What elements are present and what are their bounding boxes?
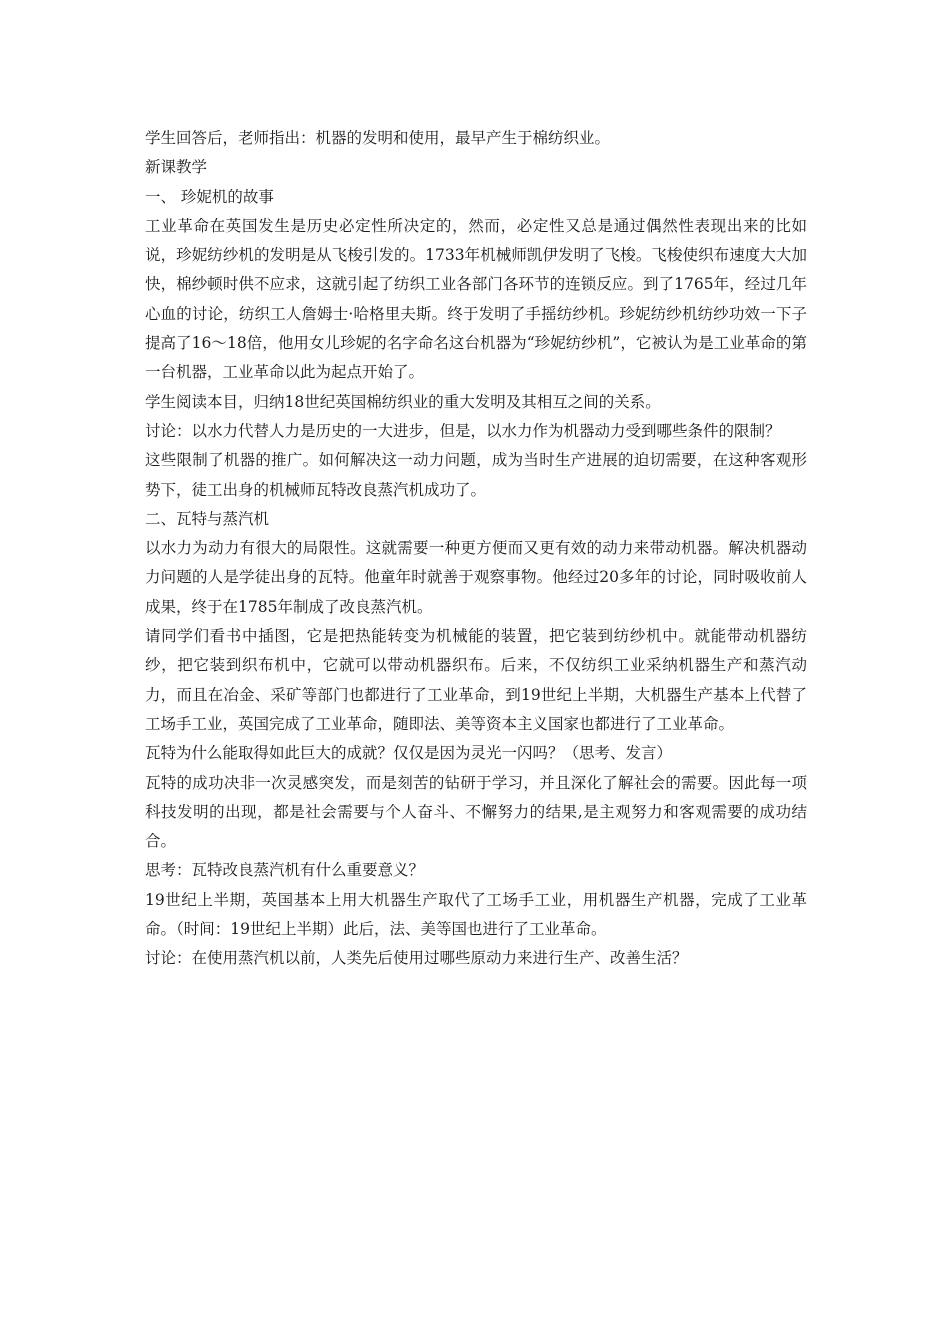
document-body bbox=[145, 124, 807, 974]
paragraph-think-significance: 思考：瓦特改良蒸汽机有什么重要意义？ bbox=[145, 861, 425, 880]
paragraph-discussion-prime-movers: 讨论：在使用蒸汽机以前，人类先后使用过哪些原动力来进行生产、改善生活？ bbox=[145, 949, 688, 968]
paragraph-watt-intro: 以水力为动力有很大的局限性。这就需要一种更方便而又更有效的动力来带动机器。解决机器动力问题的人是学徒出身的瓦特。他童年时就善于观察事物。他经过20多年的讨论，同时吸收前人成果，终于在1785年制成了改良蒸汽机。 bbox=[145, 539, 807, 616]
paragraph-industrial-revolution-complete: 19世纪上半期，英国基本上用大机器生产取代了工场手工业，用机器生产机器，完成了工业革命。（时间：19世纪上半期）此后，法、美等国也进行了工业革命。 bbox=[145, 890, 807, 939]
paragraph-question-watt-success: 瓦特为什么能取得如此巨大的成就？仅仅是因为灵光一闪吗？（思考、发言） bbox=[145, 744, 673, 763]
section-label-new-lesson: 新课教学 bbox=[145, 158, 208, 177]
paragraph-teacher-summary: 学生回答后，老师指出：机器的发明和使用，最早产生于棉纺织业。 bbox=[145, 129, 611, 147]
paragraph-power-problem: 这些限制了机器的推广。如何解决这一动力问题，成为当时生产进展的迫切需要，在这种客观形势下，徒工出身的机械师瓦特改良蒸汽机成功了。 bbox=[145, 451, 807, 499]
section-heading-spinning-jenny: 一、 珍妮机的故事 bbox=[145, 187, 274, 206]
paragraph-reading-task: 学生阅读本目，归纳18世纪英国棉纺织业的重大发明及其相互之间的关系。 bbox=[145, 392, 661, 411]
paragraph-discussion-water-power: 讨论：以水力代替人力是历史的一大进步，但是，以水力作为机器动力受到哪些条件的限制？ bbox=[145, 421, 781, 440]
section-heading-watt-steam-engine: 二、瓦特与蒸汽机 bbox=[145, 509, 270, 528]
paragraph-illustration-explanation: 请同学们看书中插图，它是把热能转变为机械能的装置，把它装到纺纱机中。就能带动机器纺纱，把它装到织布机中，它就可以带动机器织布。后来，不仅纺织工业采纳机器生产和蒸汽动力，而且在冶金、采矿等部门也都进行了工业革命，到19世纪上半期，大机器生产基本上代替了工场手工业，英国完成了工业革命，随即法、美等资本主义国家也都进行了工业革命。 bbox=[145, 627, 807, 733]
paragraph-watt-success-answer: 瓦特的成功决非一次灵感突发，而是刻苦的钻研于学习，并且深化了解社会的需要。因此每一项科技发明的出现，都是社会需要与个人奋斗、不懈努力的结果,是主观努力和客观需要的成功结合。 bbox=[145, 773, 807, 851]
paragraph-spinning-jenny-story: 工业革命在英国发生是历史必定性所决定的，然而，必定性又总是通过偶然性表现出来的比如说，珍妮纺纱机的发明是从飞梭引发的。1733年机械师凯伊发明了飞梭。飞梭使织布速度大大加快，棉纱顿时供不应求，这就引起了纺织工业各部门各环节的连锁反应。到了1765年，经过几年心血的讨论，纺织工人詹姆士·哈格里夫斯。终于发明了手摇纺纱机。珍妮纺纱机纺纱功效一下子提高了16～18倍，他用女儿珍妮的名字命名这台机器为“珍妮纺纱机”，它被认为是工业革命的第一台机器，工业革命以此为起点开始了。 bbox=[145, 216, 807, 382]
